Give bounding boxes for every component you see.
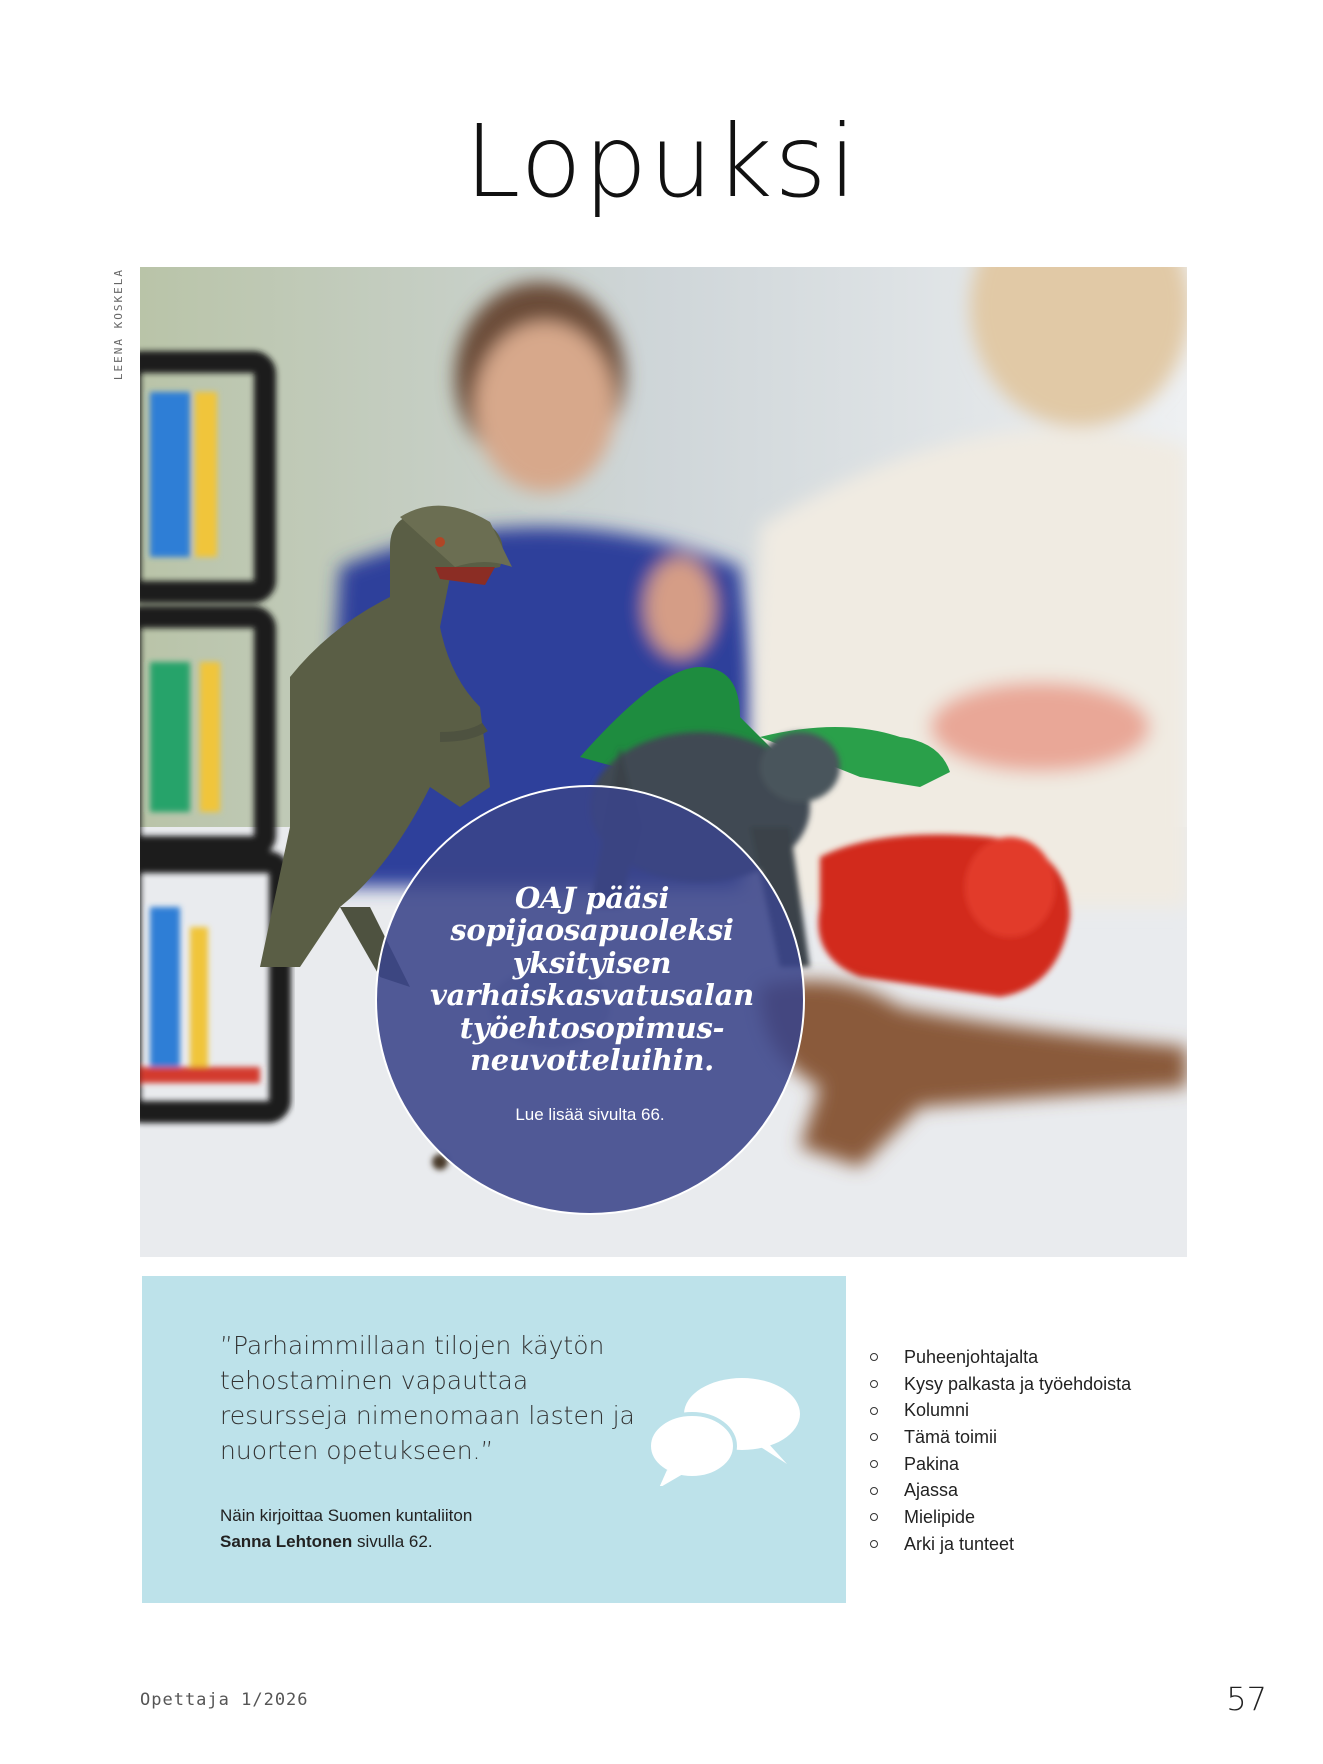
- quote-box: [142, 1276, 846, 1603]
- circle-bullet-icon: [870, 1433, 878, 1441]
- magazine-issue: Opettaja 1/2026: [140, 1690, 309, 1710]
- quote-attribution: [220, 1503, 640, 1555]
- list-item-label: Ajassa: [904, 1480, 959, 1501]
- page-number: 57: [1226, 1680, 1267, 1718]
- list-item[interactable]: [870, 1424, 1131, 1451]
- list-item-label: Kolumni: [904, 1400, 970, 1421]
- page-title: Lopuksi: [464, 103, 859, 220]
- list-item-label: Pakina: [904, 1453, 960, 1474]
- circle-bullet-icon: [870, 1540, 878, 1548]
- circle-bullet-icon: [870, 1380, 878, 1388]
- list-item[interactable]: [870, 1344, 1131, 1371]
- photo-credit: LEENA KOSKELA: [112, 268, 125, 381]
- list-item[interactable]: [870, 1397, 1131, 1424]
- attribution-prefix: Näin kirjoittaa Suomen kuntaliiton: [220, 1506, 473, 1525]
- contents-list: [870, 1344, 1131, 1558]
- teaser-headline: OAJ pääsi sopijaosapuoleksi yksityisen varhaiskasvatusalan työehtosopimus-neuvotteluihin.: [430, 881, 754, 1078]
- list-item-label: Puheenjohtajalta: [904, 1347, 1039, 1367]
- list-item[interactable]: [870, 1477, 1131, 1504]
- list-item[interactable]: [870, 1371, 1131, 1398]
- list-item[interactable]: [870, 1531, 1131, 1558]
- circle-bullet-icon: [870, 1353, 878, 1361]
- attribution-suffix: sivulla 62.: [352, 1532, 433, 1551]
- list-item-label: Mielipide: [904, 1507, 976, 1528]
- list-item-label: Arki ja tunteet: [904, 1533, 1015, 1554]
- circle-bullet-icon: [870, 1487, 878, 1495]
- speech-bubbles-icon: [647, 1366, 807, 1486]
- circle-bullet-icon: [870, 1460, 878, 1468]
- circle-bullet-icon: [870, 1407, 878, 1415]
- list-item[interactable]: [870, 1504, 1131, 1531]
- teaser-page-reference[interactable]: Lue lisää sivulta 66.: [515, 1105, 665, 1124]
- list-item-label: Tämä toimii: [904, 1427, 998, 1448]
- teaser-circle[interactable]: [375, 785, 805, 1215]
- attribution-name: Sanna Lehtonen: [220, 1532, 353, 1551]
- pull-quote: ”Parhaimmillaan tilojen käytön tehostaminen vapauttaa resursseja nimenomaan lasten ja nuorten opetukseen.”: [220, 1331, 635, 1465]
- list-item[interactable]: [870, 1451, 1131, 1478]
- list-item-label: Kysy palkasta ja työehdoista: [904, 1373, 1132, 1394]
- circle-bullet-icon: [870, 1513, 878, 1521]
